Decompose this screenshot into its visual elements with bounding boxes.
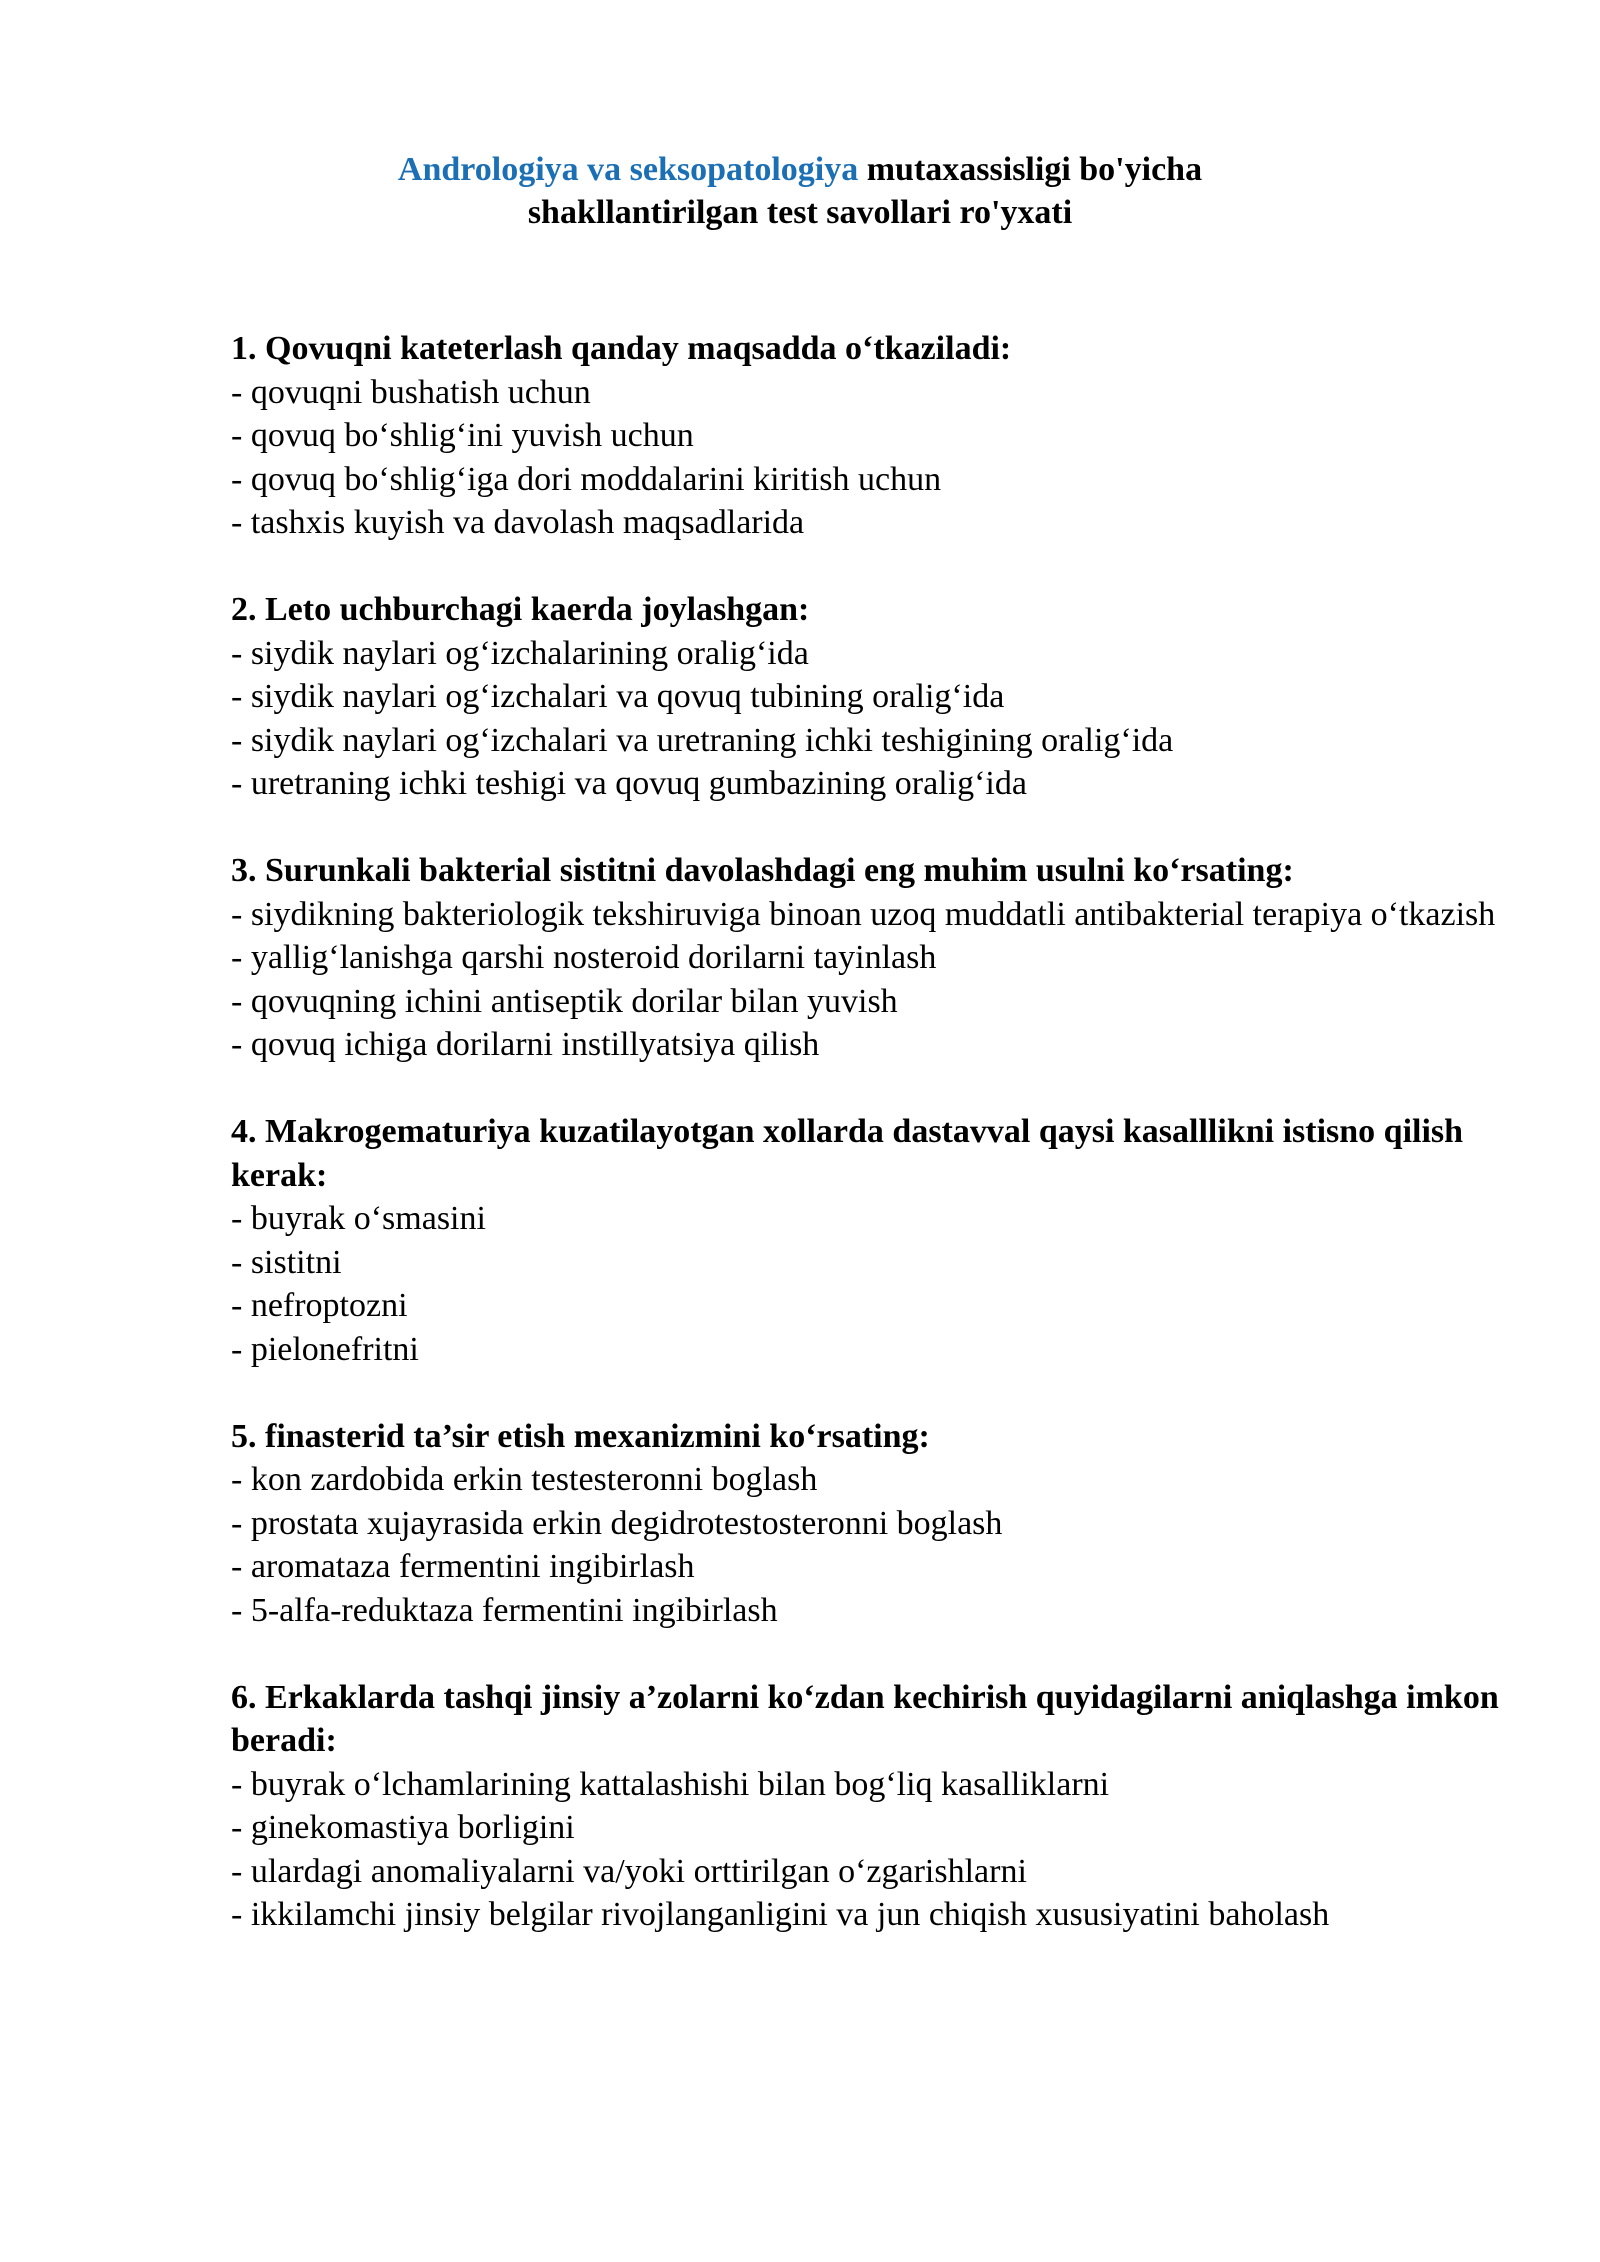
answer-option: - buyrak o‘smasini (231, 1200, 486, 1237)
question-text: 4. Makrogematuriya kuzatilayotgan xollarda dastavval qaysi kasalllikni istisno qilish kerak: (231, 1113, 1464, 1194)
answer-option: - ginekomastiya borligini (231, 1809, 575, 1846)
question-text: 2. Leto uchburchagi kaerda joylashgan: (231, 591, 810, 628)
answer-option: - sistitni (231, 1243, 342, 1281)
question-text: 6. Erkaklarda tashqi jinsiy a’zolarni ko‘zdan kechirish quyidagilarni aniqlashga imkon beradi: (231, 1678, 1499, 1759)
answer-option: - qovuq bo‘shlig‘iga dori moddalarini kiritish uchun (231, 460, 942, 498)
answer-option: - pielonefritni (231, 1330, 419, 1368)
answer-option: - siydikning bakteriologik tekshiruviga binoan uzoq muddatli antibakterial terapiya o‘tkazish (231, 895, 1496, 933)
question-6 (231, 1676, 1521, 1937)
answer-option: - tashxis kuyish va davolash maqsadlarida (231, 504, 805, 541)
question-text: 3. Surunkali bakterial sistitni davolashdagi eng muhim usulni ko‘rsating: (231, 852, 1294, 889)
answer-option: - siydik naylari og‘izchalari va qovuq tubining oralig‘ida (231, 678, 1005, 715)
question-4 (231, 1110, 1521, 1371)
answer-option: - 5-alfa-reduktaza fermentini ingibirlash (231, 1591, 778, 1629)
answer-option: - siydik naylari og‘izchalari va uretraning ichki teshigining oralig‘ida (231, 721, 1174, 759)
answer-option: - ikkilamchi jinsiy belgilar rivojlanganligini va jun chiqish xususiyatini baholash (231, 1896, 1330, 1933)
answer-option: - yallig‘lanishga qarshi nosteroid dorilarni tayinlash (231, 939, 937, 976)
question-2 (231, 588, 1521, 806)
title-line-1-rest: mutaxassisligi bo'yicha (858, 151, 1203, 188)
answer-option: - aromataza fermentini ingibirlash (231, 1548, 695, 1585)
answer-option: - prostata xujayrasida erkin degidrotestosteronni boglash (231, 1504, 1003, 1542)
answer-option: - qovuq ichiga dorilarni instillyatsiya qilish (231, 1026, 820, 1063)
title-line-1 (0, 148, 1600, 191)
question-3 (231, 849, 1521, 1067)
document-title (0, 148, 1600, 234)
question-list (231, 327, 1521, 1980)
answer-option: - siydik naylari og‘izchalarining oralig‘ida (231, 634, 809, 672)
answer-option: - ulardagi anomaliyalarni va/yoki orttirilgan o‘zgarishlarni (231, 1852, 1027, 1890)
answer-option: - uretraning ichki teshigi va qovuq gumbazining oralig‘ida (231, 765, 1027, 802)
title-specialty: Andrologiya va seksopatologiya (397, 151, 859, 188)
answer-option: - buyrak o‘lchamlarining kattalashishi bilan bog‘liq kasalliklarni (231, 1765, 1110, 1803)
question-1 (231, 327, 1521, 545)
answer-option: - qovuq bo‘shlig‘ini yuvish uchun (231, 417, 694, 454)
question-5 (231, 1415, 1521, 1633)
answer-option: - kon zardobida erkin testesteronni boglash (231, 1461, 818, 1498)
answer-option: - nefroptozni (231, 1287, 408, 1324)
question-text: 5. finasterid ta’sir etish mexanizmini ko‘rsating: (231, 1417, 930, 1455)
answer-option: - qovuqni bushatish uchun (231, 373, 591, 411)
title-line-2: shakllantirilgan test savollari ro'yxati (527, 194, 1073, 231)
answer-option: - qovuqning ichini antiseptik dorilar bilan yuvish (231, 982, 898, 1020)
question-text: 1. Qovuqni kateterlash qanday maqsadda o‘tkaziladi: (231, 330, 1012, 367)
